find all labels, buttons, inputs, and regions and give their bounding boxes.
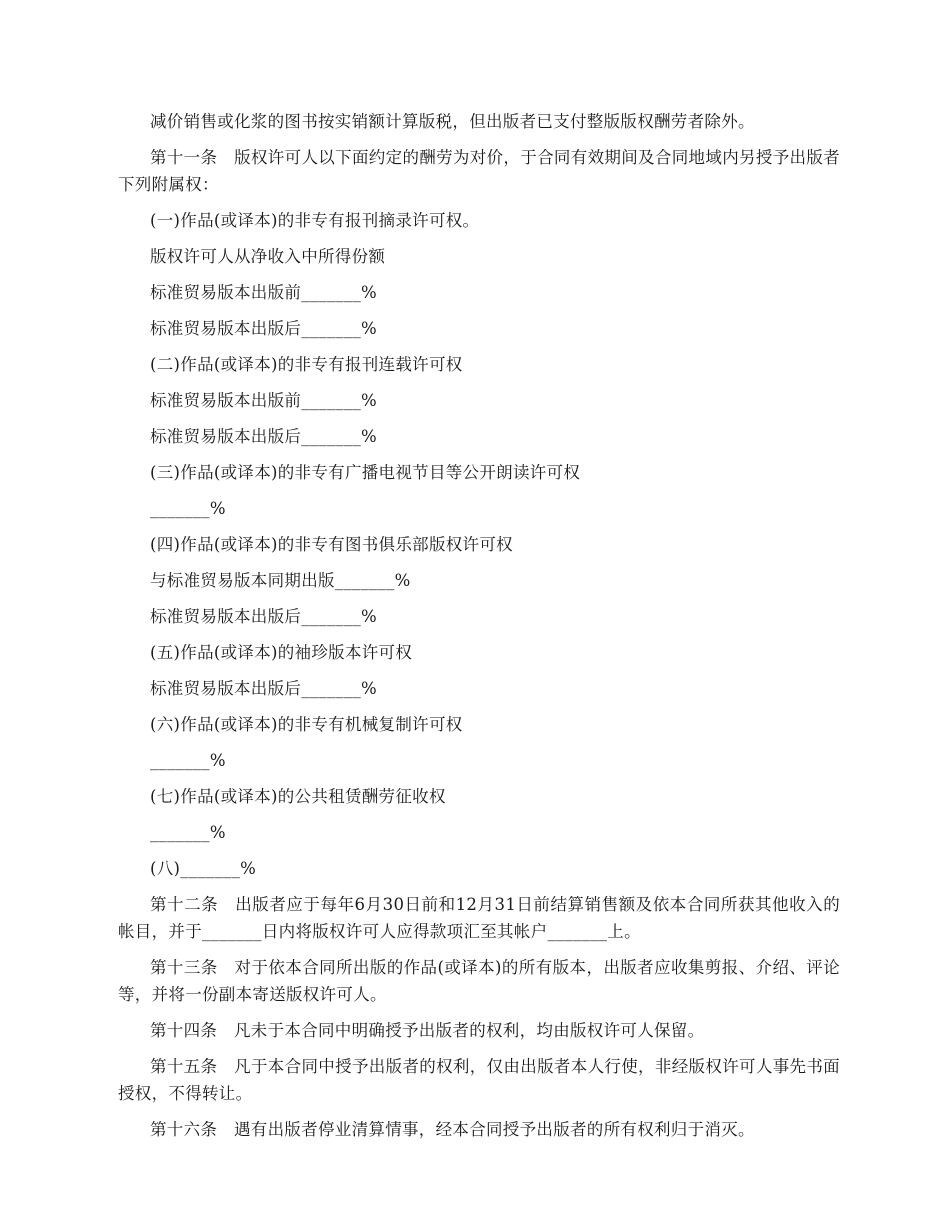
paragraph: (二)作品(或译本)的非专有报刊连载许可权 <box>150 355 463 374</box>
paragraph: 标准贸易版本出版后_______% <box>150 607 378 626</box>
paragraph: 标准贸易版本出版前_______% <box>150 391 378 410</box>
paragraph: 标准贸易版本出版后_______% <box>150 679 378 698</box>
article-16: 第十六条 遇有出版者停业清算情事，经本合同授予出版者的所有权利归于消灭。 <box>150 1120 755 1139</box>
paragraph: 标准贸易版本出版后_______% <box>150 319 378 338</box>
paragraph: (七)作品(或译本)的公共租赁酬劳征收权 <box>150 787 446 806</box>
paragraph: 减价销售或化浆的图书按实销额计算版税，但出版者已支付整版版权酬劳者除外。 <box>150 112 755 131</box>
document-body <box>118 108 840 1152</box>
paragraph: _______% <box>150 499 226 518</box>
article-12: 第十二条 出版者应于每年6月30日前和12月31日前结算销售额及依本合同所获其他收入的帐目，并于_______日内将版权许可人应得款项汇至其帐户_______上。 <box>118 895 840 941</box>
paragraph: 版权许可人从净收入中所得份额 <box>150 247 386 266</box>
paragraph: (八)_______% <box>150 859 257 878</box>
paragraph: _______% <box>150 751 226 770</box>
article-13: 第十三条 对于依本合同所出版的作品(或译本)的所有版本，出版者应收集剪报、介绍、评论等，并将一份副本寄送版权许可人。 <box>118 958 840 1004</box>
article-14: 第十四条 凡未于本合同中明确授予出版者的权利，均由版权许可人保留。 <box>150 1021 705 1040</box>
paragraph: (一)作品(或译本)的非专有报刊摘录许可权。 <box>150 211 480 230</box>
paragraph: 标准贸易版本出版后_______% <box>150 427 378 446</box>
paragraph: (六)作品(或译本)的非专有机械复制许可权 <box>150 715 463 734</box>
paragraph: (四)作品(或译本)的非专有图书俱乐部版权许可权 <box>150 535 513 554</box>
article-15: 第十五条 凡于本合同中授予出版者的权利，仅由出版者本人行使，非经版权许可人事先书面授权，不得转让。 <box>118 1057 840 1103</box>
paragraph: (五)作品(或译本)的袖珍版本许可权 <box>150 643 413 662</box>
paragraph: (三)作品(或译本)的非专有广播电视节目等公开朗读许可权 <box>150 463 581 482</box>
paragraph: 与标准贸易版本同期出版_______% <box>150 571 411 590</box>
paragraph: 标准贸易版本出版前_______% <box>150 283 378 302</box>
paragraph: _______% <box>150 823 226 842</box>
article-11: 第十一条 版权许可人以下面约定的酬劳为对价，于合同有效期间及合同地域内另授予出版者下列附属权： <box>118 148 840 194</box>
